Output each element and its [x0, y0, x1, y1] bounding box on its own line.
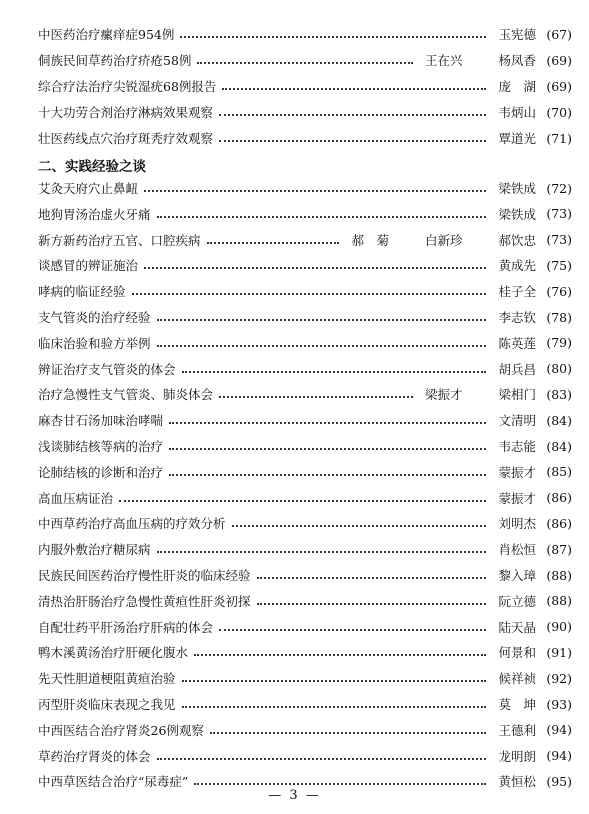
toc-entry-author: 郝 菊	[351, 232, 389, 248]
dot-leader	[210, 732, 487, 734]
toc-entry-title: 中医药治疗瘰痒症954例	[38, 27, 175, 42]
toc-entry-page: (71)	[546, 130, 572, 146]
toc-entry-title: 中西草药治疗高血压病的疗效分析	[38, 516, 226, 532]
dot-leader	[257, 577, 487, 579]
toc-entry-author: 王德利	[498, 722, 536, 738]
toc-entry-author: 梁相门	[498, 387, 536, 403]
toc-entry-title: 清热治肝肠治疗急慢性黄疸性肝炎初探	[38, 593, 251, 609]
toc-entry-authors	[492, 514, 536, 532]
toc-entry-title: 新方新药治疗五官、口腔疾病	[38, 232, 201, 248]
toc-entry-page: (85)	[546, 464, 572, 480]
toc-entry-author: 陆天晶	[498, 619, 536, 635]
toc-entry	[38, 76, 572, 96]
dot-leader	[197, 62, 413, 64]
toc-entry-page: (87)	[546, 541, 572, 557]
toc-entry-authors	[492, 308, 536, 326]
toc-entry-authors	[492, 179, 536, 197]
toc-entry-author: 蒙振才	[498, 464, 536, 480]
dot-leader	[222, 88, 486, 90]
toc-entry-authors	[345, 231, 536, 249]
toc-entry-author: 梁铁成	[498, 181, 536, 196]
toc-entry-author: 刘明杰	[498, 516, 536, 532]
dot-leader	[207, 242, 340, 244]
toc-entry-author: 覃道光	[498, 131, 536, 146]
toc-entry-author: 莫 坤	[498, 697, 536, 712]
dot-leader	[182, 371, 487, 373]
toc-entry-author: 肖松恒	[498, 542, 536, 558]
toc-entry	[38, 436, 572, 456]
toc-entry-page: (92)	[546, 670, 572, 686]
dot-leader	[144, 190, 486, 192]
toc-entry-title: 草药治疗肾炎的体会	[38, 748, 151, 764]
toc-entry-authors	[492, 643, 536, 661]
toc-entry-author: 白新珍	[424, 232, 463, 248]
toc-entry-authors	[492, 592, 536, 610]
toc-entry-title: 综合疗法治疗尖锐湿疣68例报告	[38, 79, 217, 94]
toc-entry-author: 文清明	[498, 413, 536, 429]
toc-entry-authors	[492, 747, 536, 765]
toc-entry	[38, 513, 572, 533]
toc-entry	[38, 694, 572, 714]
toc-entry	[38, 50, 572, 70]
toc-entry-author: 玉宪德	[498, 27, 536, 42]
toc-entry-page: (86)	[546, 515, 572, 531]
toc-entry-authors	[492, 437, 536, 455]
toc-entry-author: 韦志能	[498, 439, 536, 454]
toc-entry-title: 先天性胆道梗阻黄疸治验	[38, 671, 176, 687]
toc-entry	[38, 24, 572, 44]
toc-entry-title: 自配壮药平肝汤治疗肝病的体会	[38, 619, 214, 635]
dot-leader	[219, 140, 486, 142]
toc-entry-page: (86)	[546, 490, 572, 506]
toc-entry-page: (79)	[546, 335, 572, 351]
toc-entry	[38, 178, 572, 198]
toc-entry-title: 中西草医结合治疗“尿毒症”	[38, 774, 189, 790]
toc-entry-authors	[492, 360, 536, 378]
dot-leader	[157, 758, 487, 760]
dot-leader	[157, 551, 487, 553]
toc-entry-page: (84)	[546, 438, 572, 454]
toc-entry-title: 麻杏甘石汤加味治哮喘	[38, 413, 164, 429]
toc-entry-author: 蒙振才	[498, 490, 536, 506]
toc-entry-author: 胡兵昌	[498, 361, 536, 377]
toc-entry-title: 辨证治疗支气管炎的体会	[38, 361, 176, 377]
toc-entry-authors	[492, 77, 536, 95]
toc-entry-title: 治疗急慢性支气管炎、肺炎体会	[38, 387, 214, 403]
toc-entry-author: 王在兴	[424, 53, 463, 68]
toc-entry	[38, 359, 572, 379]
toc-entry-page: (76)	[546, 283, 572, 299]
dot-leader	[169, 448, 486, 450]
toc-entry-page: (94)	[546, 748, 572, 764]
toc-entry	[38, 617, 572, 637]
toc-entry-authors	[492, 669, 536, 687]
toc-entry-author: 桂子全	[498, 284, 536, 300]
dot-leader	[132, 293, 487, 295]
toc-entry-author: 梁铁成	[498, 206, 536, 222]
toc-entry	[38, 281, 572, 301]
toc-entry-author: 候祥祯	[498, 671, 536, 687]
toc-entry	[38, 462, 572, 482]
toc-entry-title: 高血压病证治	[38, 490, 114, 506]
toc-entry-title: 地狗胃汤治虚火牙痛	[38, 206, 151, 222]
toc-entry-author: 韦炳山	[498, 105, 536, 120]
toc-entry-authors	[492, 129, 536, 147]
toc-entry-author: 梁振才	[424, 387, 463, 403]
toc-entry-authors	[492, 103, 536, 121]
toc-entry-authors	[419, 385, 536, 403]
toc-entry-authors	[492, 205, 536, 223]
toc-entry-page: (91)	[546, 644, 572, 660]
section-heading: 二、实践经验之谈	[38, 159, 146, 175]
toc-entry-title: 中西医结合治疗肾炎26例观察	[38, 722, 204, 738]
toc-entry-author: 阮立德	[498, 593, 536, 609]
toc-entry-authors	[492, 463, 536, 481]
toc-entry-title: 壮医药线点穴治疗斑秃疗效观察	[38, 131, 214, 146]
toc-entry-authors	[419, 51, 536, 69]
toc-entry-page: (67)	[546, 26, 572, 42]
toc-entry-authors	[492, 411, 536, 429]
toc-entry	[38, 488, 572, 508]
toc-entry-author: 黄恒松	[498, 774, 536, 790]
toc-entry-author: 黄成先	[498, 258, 536, 274]
toc-entry	[38, 591, 572, 611]
toc-entry-page: (94)	[546, 722, 572, 738]
dot-leader	[257, 603, 487, 605]
toc-entry-page: (73)	[546, 232, 572, 248]
toc-entry-title: 内服外敷治疗糖尿病	[38, 542, 151, 558]
toc-entry-title: 浅谈肺结核等病的治疗	[38, 439, 164, 454]
toc-entry-title: 艾灸天府穴止鼻衄	[38, 181, 139, 196]
toc-entry-author: 郝饮忠	[498, 232, 536, 248]
toc-entry-page: (73)	[546, 206, 572, 222]
toc-entry	[38, 255, 572, 275]
toc-entry-authors	[492, 566, 536, 584]
toc-entry	[38, 668, 572, 688]
toc-entry-authors	[492, 256, 536, 274]
toc-entry-author: 庞 湖	[498, 79, 536, 94]
toc-entry	[38, 102, 572, 122]
toc-entry	[38, 410, 572, 430]
toc-entry-author: 李志钦	[498, 310, 536, 325]
toc-entry-page: (93)	[546, 696, 572, 712]
toc-entry-author: 何景和	[498, 645, 536, 661]
dot-leader	[180, 36, 486, 38]
toc-entry-authors	[492, 25, 536, 43]
toc-entry	[38, 746, 572, 766]
toc-entry-title: 丙型肝炎临床表现之我见	[38, 697, 176, 712]
toc-entry-title: 哮病的临证经验	[38, 284, 126, 300]
toc-entry	[38, 565, 572, 585]
page-number-footer: — 3 —	[268, 788, 321, 803]
dot-leader	[169, 474, 486, 476]
toc-entry-author: 龙明朗	[498, 748, 536, 764]
toc-entry-page: (84)	[546, 412, 572, 428]
toc-entry	[38, 720, 572, 740]
dot-leader	[157, 319, 487, 321]
toc-entry	[38, 204, 572, 224]
toc-entry	[38, 333, 572, 353]
dot-leader	[119, 500, 486, 502]
toc-entry-authors	[492, 282, 536, 300]
toc-entry	[38, 642, 572, 662]
toc-entry-title: 十大功劳合剂治疗淋病效果观察	[38, 105, 214, 120]
toc-entry-page: (80)	[546, 361, 572, 377]
toc-entry-page: (78)	[546, 309, 572, 325]
dot-leader	[182, 706, 487, 708]
dot-leader	[157, 345, 487, 347]
toc-entry-title: 临床治验和验方举例	[38, 335, 151, 351]
toc-entry-page: (69)	[546, 52, 572, 68]
dot-leader	[157, 216, 487, 218]
dot-leader	[194, 654, 486, 656]
toc-entry-page: (83)	[546, 386, 572, 402]
toc-entry-authors	[492, 695, 536, 713]
toc-entry-page: (70)	[546, 104, 572, 120]
dot-leader	[144, 267, 486, 269]
dot-leader	[169, 422, 486, 424]
toc-entry-authors	[492, 334, 536, 352]
toc-entry-author: 陈英莲	[498, 335, 536, 351]
toc-entry-title: 侗族民间草药治疗疥疮58例	[38, 53, 192, 68]
toc-entry-author: 黎入璋	[498, 568, 536, 583]
toc-entry-title: 论肺结核的诊断和治疗	[38, 464, 164, 480]
toc-entry-author: 杨凤香	[498, 53, 536, 68]
toc-entry-title: 民族民间医药治疗慢性肝炎的临床经验	[38, 568, 251, 583]
toc-entry-page: (75)	[546, 257, 572, 273]
toc-entry-authors	[492, 721, 536, 739]
toc-entry	[38, 539, 572, 559]
dot-leader	[232, 525, 487, 527]
dot-leader	[219, 396, 413, 398]
toc-entry-page: (88)	[546, 593, 572, 609]
dot-leader	[182, 680, 487, 682]
toc-entry-title: 支气管炎的治疗经验	[38, 310, 151, 325]
toc-entry-title: 谈感冒的辨证施治	[38, 258, 139, 274]
dot-leader	[194, 783, 486, 785]
toc-entry-page: (69)	[546, 78, 572, 94]
toc-entry	[38, 384, 572, 404]
dot-leader	[219, 629, 486, 631]
toc-entry-authors	[492, 540, 536, 558]
toc-entry-authors	[492, 489, 536, 507]
toc-entry-page: (95)	[546, 773, 572, 789]
toc-entry	[38, 230, 572, 250]
toc-entry-page: (90)	[546, 619, 572, 635]
toc-entry-page: (72)	[546, 180, 572, 196]
toc-entry	[38, 307, 572, 327]
toc-entry	[38, 128, 572, 148]
toc-entry-authors	[492, 618, 536, 636]
toc-entry-title: 鸭木溪黄汤治疗肝硬化腹水	[38, 645, 189, 661]
dot-leader	[219, 114, 486, 116]
toc-entry-page: (88)	[546, 567, 572, 583]
